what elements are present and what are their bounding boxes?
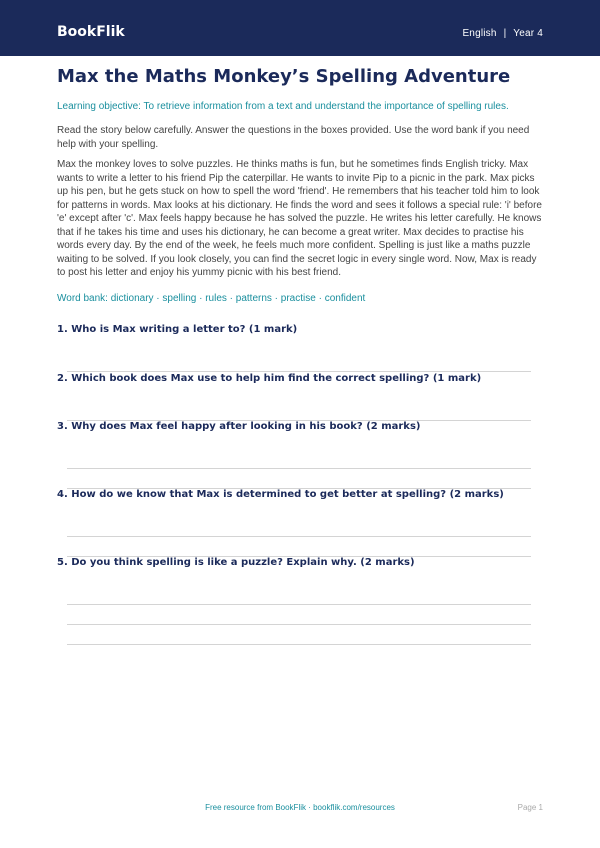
- answer-line-4a[interactable]: [67, 536, 531, 537]
- subject-label: English: [462, 28, 497, 39]
- page-header: [0, 0, 600, 56]
- question-4: 4. How do we know that Max is determined to get better at spelling? (2 marks): [57, 489, 504, 500]
- brand-logo[interactable]: BookFlik: [57, 24, 125, 40]
- answer-line-5c[interactable]: [67, 644, 531, 645]
- question-1: 1. Who is Max writing a letter to? (1 mark): [57, 324, 298, 335]
- answer-line-5a[interactable]: [67, 604, 531, 605]
- story-text: Max the monkey loves to solve puzzles. He thinks maths is fun, but he sometimes finds English tricky. Max wants to write a letter to his friend Pip the caterpillar. He wants to invite Pip to a picnic in the park. Max picks up his pen, but he gets stuck on how to spell the word 'friend'. He remembers that his teacher told him to look for patterns in words. Max looks at his dictionary. He finds the word and sees it follows a special rule: 'i' before 'e' except after 'c'. Max feels happy because he has solved the puzzle. He writes his letter carefully. He knows that if he takes his time and uses his dictionary, he can become a great writer. Max decides to practise his words every day. By the end of the week, he feels much more confident. Spelling is just like a maths puzzle waiting to be solved. If you look closely, you can find the secret logic in every single word. Now, Max is ready to post his letter and enjoy his yummy picnic with his best friend.: [57, 159, 542, 278]
- learning-objective: Learning objective: To retrieve information from a text and understand the importance of spelling rules.: [57, 101, 509, 112]
- year-label: Year 4: [513, 28, 543, 39]
- answer-line-3a[interactable]: [67, 468, 531, 469]
- page-number: Page 1: [517, 803, 543, 812]
- header-meta: [462, 27, 543, 41]
- question-3: 3. Why does Max feel happy after looking in his book? (2 marks): [57, 421, 421, 432]
- word-bank: Word bank: dictionary · spelling · rules · patterns · practise · confident: [57, 293, 366, 304]
- question-5: 5. Do you think spelling is like a puzzle? Explain why. (2 marks): [57, 557, 415, 568]
- answer-line-5b[interactable]: [67, 624, 531, 625]
- page-title: Max the Maths Monkey’s Spelling Adventure: [57, 66, 511, 87]
- footer-resource[interactable]: Free resource from BookFlik · bookflik.com/resources: [205, 803, 395, 812]
- question-2: 2. Which book does Max use to help him find the correct spelling? (1 mark): [57, 373, 482, 384]
- header-separator: |: [503, 28, 507, 39]
- instructions-text: Read the story below carefully. Answer the questions in the boxes provided. Use the word bank if you need help with your spelling.: [57, 125, 530, 150]
